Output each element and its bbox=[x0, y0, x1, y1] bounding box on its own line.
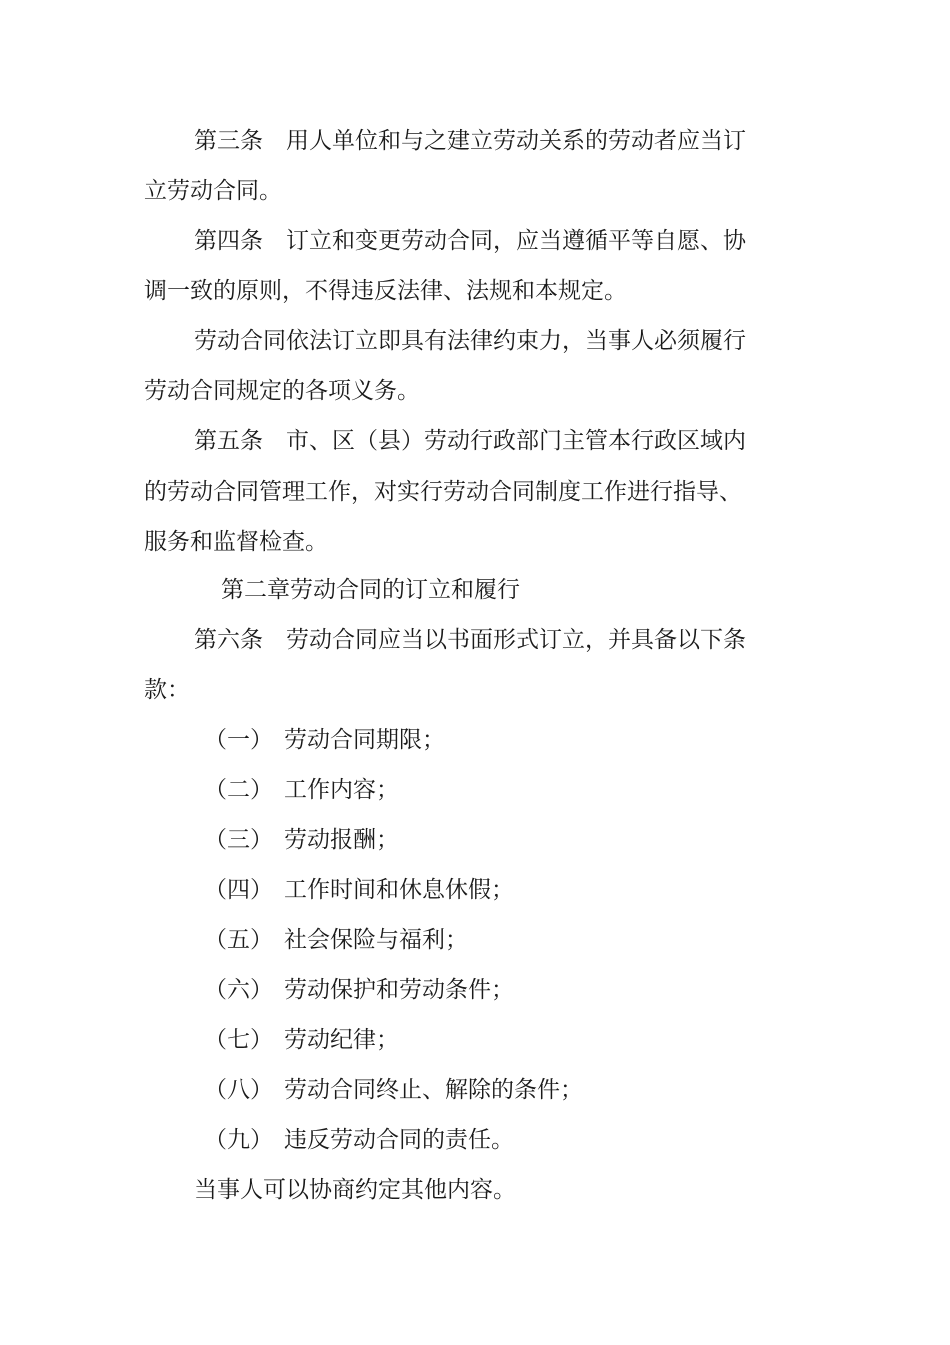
article-6-line-2: 款： bbox=[144, 677, 190, 703]
paragraph-binding-line-2: 劳动合同规定的各项义务。 bbox=[144, 378, 420, 404]
article-4-line-1: 第四条 订立和变更劳动合同，应当遵循平等自愿、协 bbox=[194, 228, 746, 254]
list-item-number: （三） bbox=[204, 827, 273, 853]
list-item bbox=[204, 725, 445, 755]
list-item-text: 劳动保护和劳动条件； bbox=[284, 977, 514, 1003]
list-item-number: （九） bbox=[204, 1127, 273, 1153]
article-5-line-2: 的劳动合同管理工作，对实行劳动合同制度工作进行指导、 bbox=[144, 479, 742, 505]
paragraph-binding-line-1: 劳动合同依法订立即具有法律约束力，当事人必须履行 bbox=[194, 328, 746, 354]
list-item-text: 社会保险与福利； bbox=[284, 927, 468, 953]
article-5-line-1: 第五条 市、区（县）劳动行政部门主管本行政区域内 bbox=[194, 428, 746, 454]
list-item-text: 工作内容； bbox=[284, 777, 399, 803]
article-4-line-2: 调一致的原则，不得违反法律、法规和本规定。 bbox=[144, 278, 627, 304]
list-item-number: （五） bbox=[204, 927, 273, 953]
article-3-line-2: 立劳动合同。 bbox=[144, 178, 282, 204]
list-item bbox=[204, 1125, 514, 1155]
closing-line: 当事人可以协商约定其他内容。 bbox=[194, 1177, 516, 1203]
list-item-text: 违反劳动合同的责任。 bbox=[284, 1127, 514, 1153]
list-item bbox=[204, 975, 514, 1005]
list-item-number: （六） bbox=[204, 977, 273, 1003]
list-item bbox=[204, 825, 399, 855]
list-item-text: 劳动报酬； bbox=[284, 827, 399, 853]
chapter-heading: 第二章劳动合同的订立和履行 bbox=[221, 577, 520, 603]
list-item-number: （一） bbox=[204, 727, 273, 753]
list-item-text: 劳动合同期限； bbox=[284, 727, 445, 753]
list-item bbox=[204, 1075, 583, 1105]
list-item bbox=[204, 1025, 399, 1055]
list-item-text: 劳动纪律； bbox=[284, 1027, 399, 1053]
list-item-number: （八） bbox=[204, 1077, 273, 1103]
list-item-number: （二） bbox=[204, 777, 273, 803]
list-item-text: 劳动合同终止、解除的条件； bbox=[284, 1077, 583, 1103]
list-item bbox=[204, 775, 399, 805]
list-item-number: （四） bbox=[204, 877, 273, 903]
article-6-line-1: 第六条 劳动合同应当以书面形式订立，并具备以下条 bbox=[194, 627, 746, 653]
article-5-line-3: 服务和监督检查。 bbox=[144, 529, 328, 555]
list-item-text: 工作时间和休息休假； bbox=[284, 877, 514, 903]
list-item bbox=[204, 925, 468, 955]
list-item bbox=[204, 875, 514, 905]
article-3-line-1: 第三条 用人单位和与之建立劳动关系的劳动者应当订 bbox=[194, 128, 746, 154]
list-item-number: （七） bbox=[204, 1027, 273, 1053]
